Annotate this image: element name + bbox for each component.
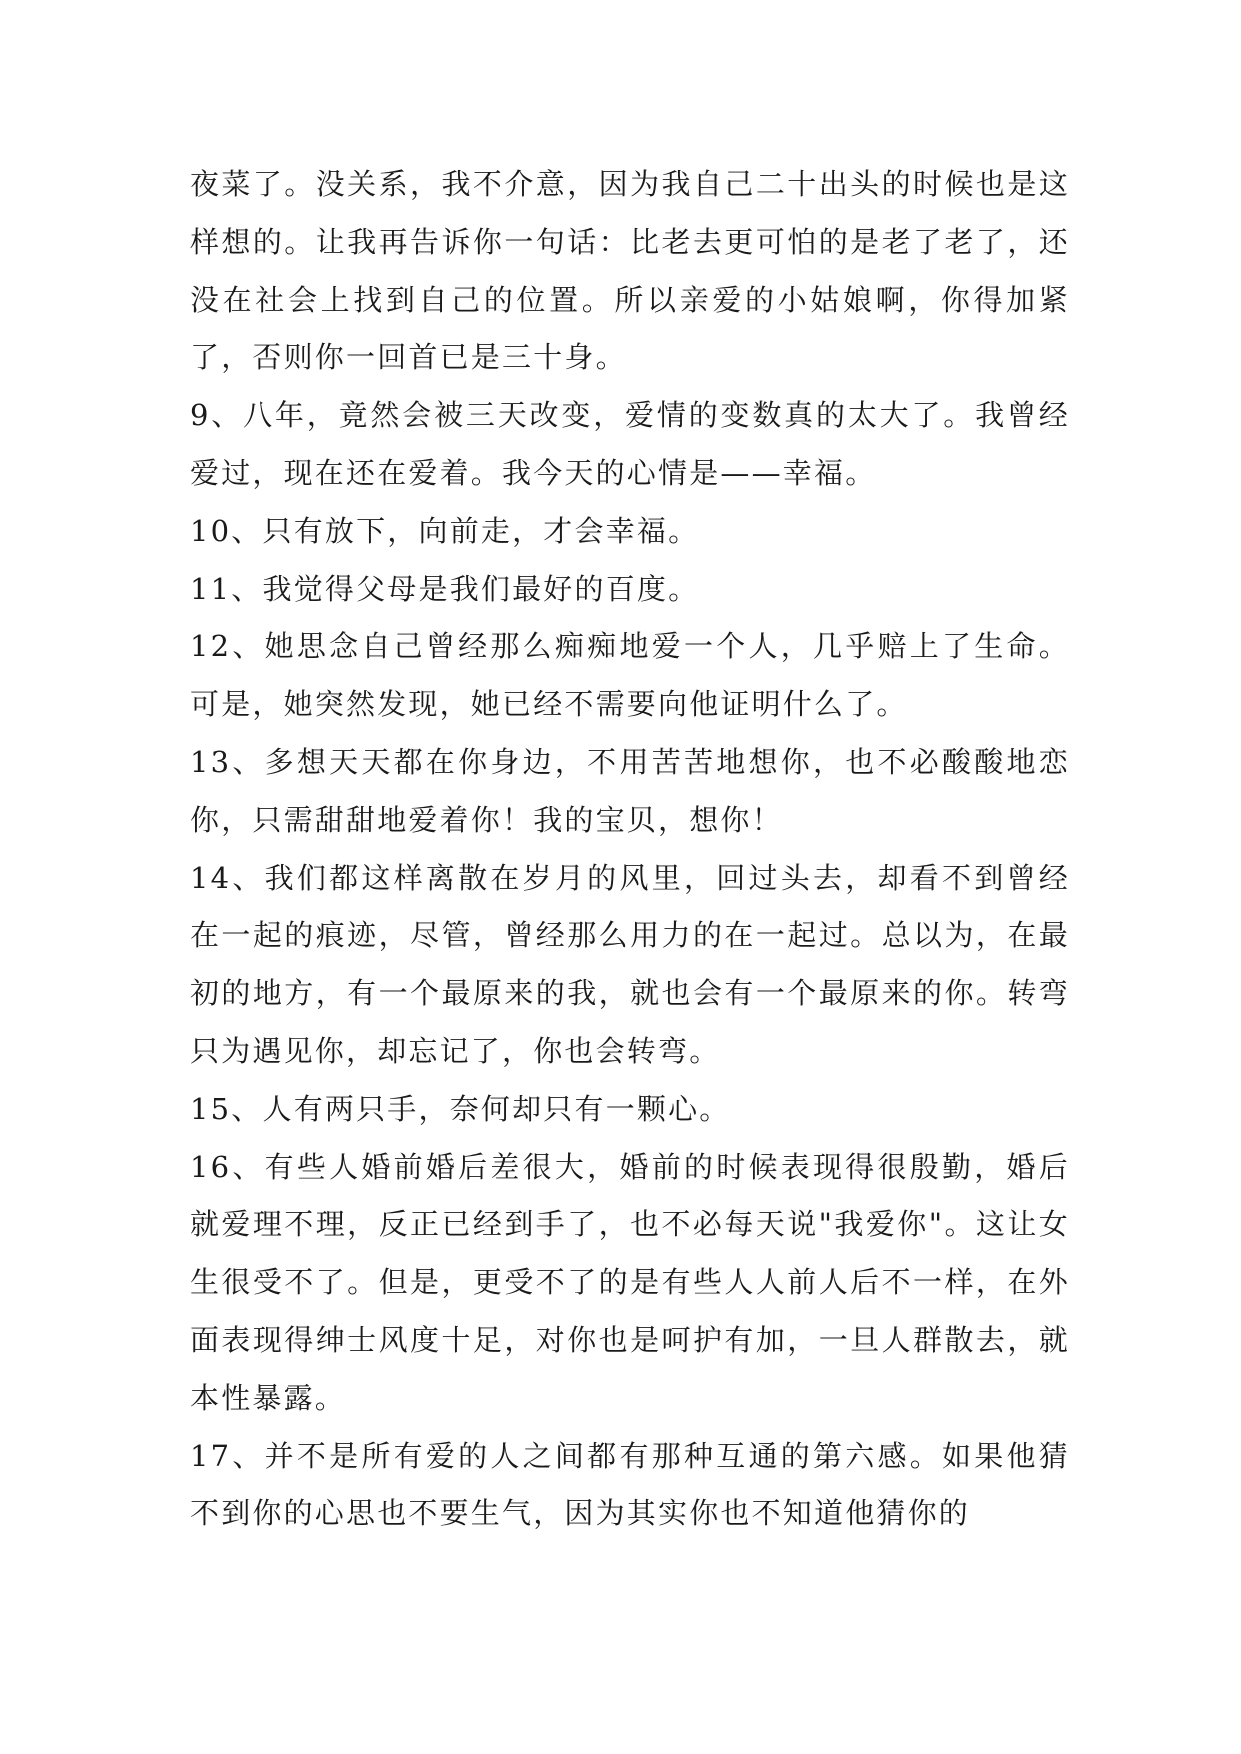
paragraph-item-9: 9、八年，竟然会被三天改变，爱情的变数真的太大了。我曾经爱过，现在还在爱着。我今天的心情是——幸福。 xyxy=(190,398,1070,490)
paragraph-item-15: 15、人有两只手，奈何却只有一颗心。 xyxy=(190,1091,731,1126)
paragraph-item-10: 10、只有放下，向前走，才会幸福。 xyxy=(190,513,700,548)
paragraph-item-13: 13、多想天天都在你身边，不用苦苦地想你，也不必酸酸地恋你，只需甜甜地爱着你！我的宝贝，想你！ xyxy=(190,744,1070,837)
document-body xyxy=(190,156,1070,1543)
paragraph-item-12: 12、她思念自己曾经那么痴痴地爱一个人，几乎赔上了生命。可是，她突然发现，她已经不需要向他证明什么了。 xyxy=(190,629,1070,722)
paragraph-item-16: 16、有些人婚前婚后差很大，婚前的时候表现得很殷勤，婚后就爱理不理，反正已经到手了，也不必每天说"我爱你"。这让女生很受不了。但是，更受不了的是有些人人前人后不一样，在外面表现得绅士风度十足，对你也是呵护有加，一旦人群散去，就本性暴露。 xyxy=(190,1149,1070,1415)
paragraph-item-14: 14、我们都这样离散在岁月的风里，回过头去，却看不到曾经在一起的痕迹，尽管，曾经那么用力的在一起过。总以为，在最初的地方，有一个最原来的我，就也会有一个最原来的你。转弯只为遇见你，却忘记了，你也会转弯。 xyxy=(190,860,1070,1068)
paragraph-continuation: 夜菜了。没关系，我不介意，因为我自己二十出头的时候也是这样想的。让我再告诉你一句话：比老去更可怕的是老了老了，还没在社会上找到自己的位置。所以亲爱的小姑娘啊，你得加紧了，否则你一回首已是三十身。 xyxy=(190,167,1070,375)
paragraph-item-17: 17、并不是所有爱的人之间都有那种互通的第六感。如果他猜不到你的心思也不要生气，因为其实你也不知道他猜你的 xyxy=(190,1438,1070,1531)
paragraph-item-11: 11、我觉得父母是我们最好的百度。 xyxy=(190,571,700,606)
